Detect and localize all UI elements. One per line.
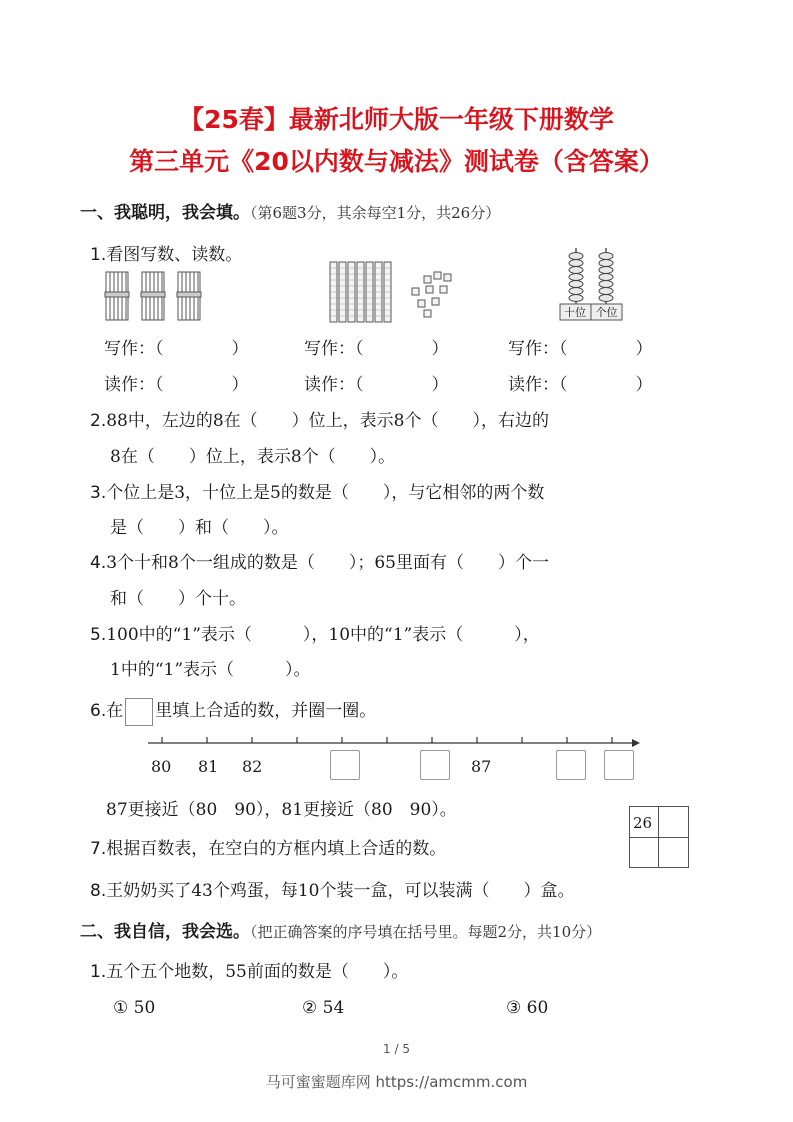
write-blank-1[interactable]: 写作：（ ） (104, 339, 249, 359)
question-5-number: 5. (90, 625, 107, 645)
number-line-label-81: 81 (198, 757, 219, 776)
section-2-title: 二、我自信，我会选。 (80, 922, 250, 942)
number-line-blank-box[interactable] (420, 750, 450, 780)
number-line-blank-box[interactable] (556, 750, 586, 780)
question-2-number: 2. (90, 411, 107, 431)
question-2-line-2: 8在（ ）位上，表示8个（ ）。 (110, 447, 396, 467)
question-3-line-2: 是（ ）和（ ）。 (110, 518, 289, 538)
stick-bundle (141, 272, 165, 320)
question-6-number: 6. (90, 701, 107, 721)
question-3-line-1 (90, 478, 544, 503)
page-number: 1 / 5 (383, 1042, 410, 1056)
section-2-question-1-number: 1. (90, 962, 107, 982)
section-1-heading (80, 198, 500, 223)
option-3[interactable]: ③ 60 (506, 998, 549, 1018)
question-6 (90, 696, 376, 726)
section-2-question-1-text: 五个五个地数，55前面的数是（ ）。 (106, 962, 409, 982)
write-blank-3[interactable]: 写作：（ ） (508, 339, 653, 359)
read-blank-2[interactable]: 读作：（ ） (304, 375, 449, 395)
question-5-text: 100中的“1”表示（ ），10中的“1”表示（ ）， (106, 625, 540, 645)
question-1-text: 看图写数、读数。 (106, 245, 243, 265)
question-6-compare: 87更接近（80 90），81更接近（80 90）。 (106, 800, 457, 820)
stick-bundles-figure (100, 268, 210, 324)
section-2-heading (80, 917, 601, 942)
number-line-label-87: 87 (471, 757, 492, 776)
question-3-number: 3. (90, 483, 107, 503)
option-1[interactable]: ① 50 (113, 998, 156, 1018)
question-5-line-2: 1中的“1”表示（ ）。 (110, 660, 311, 680)
question-7-text: 根据百数表，在空白的方框内填上合适的数。 (106, 839, 447, 859)
option-2[interactable]: ② 54 (302, 998, 345, 1018)
question-5-line-1 (90, 620, 540, 645)
title-line-2: 第三单元《20以内数与减法》测试卷（含答案） (129, 147, 664, 176)
question-6-text-before: 在 (106, 701, 124, 721)
write-blank-2[interactable]: 写作：（ ） (304, 339, 449, 359)
question-4-number: 4. (90, 553, 107, 573)
question-7 (90, 834, 446, 859)
hundred-chart-grid (629, 806, 689, 868)
question-6-text-after: 里填上合适的数，并圈一圈。 (155, 701, 377, 721)
question-8-text: 王奶奶买了43个鸡蛋，每10个装一盒，可以装满（ ）盒。 (106, 881, 575, 901)
stick-bundle (105, 272, 129, 320)
tens-beads (569, 253, 583, 302)
ones-beads (599, 253, 613, 302)
abacus-tens-label: 十位 (564, 306, 586, 319)
number-line-blank-box[interactable] (330, 750, 360, 780)
unit-cubes (412, 272, 451, 317)
section-2-question-1 (90, 957, 408, 982)
number-line-label-80: 80 (151, 757, 172, 776)
number-line-blank-box[interactable] (604, 750, 634, 780)
section-1-title: 一、我聪明，我会填。 (80, 203, 250, 223)
section-1-note: （第6题3分，其余每空1分，共26分） (250, 204, 501, 222)
read-blank-1[interactable]: 读作：（ ） (104, 375, 249, 395)
question-7-number: 7. (90, 839, 107, 859)
question-8 (90, 876, 575, 901)
question-4-line-1 (90, 548, 549, 573)
footer-site[interactable]: 马可蜜蜜题库网 https://amcmm.com (265, 1073, 528, 1091)
number-line-ticks (162, 737, 612, 743)
example-box (125, 698, 153, 726)
question-4-line-2: 和（ ）个十。 (110, 589, 246, 609)
question-1-number: 1. (90, 245, 107, 265)
question-2-line-1 (90, 406, 549, 431)
title-line-1: 【25春】最新北师大版一年级下册数学 (179, 105, 614, 134)
base-ten-blocks-figure (328, 258, 458, 328)
question-1 (90, 240, 242, 265)
read-blank-3[interactable]: 读作：（ ） (508, 375, 653, 395)
stick-bundle (177, 272, 201, 320)
question-3-text: 个位上是3，十位上是5的数是（ ），与它相邻的两个数 (106, 483, 545, 503)
number-line (144, 734, 644, 748)
hundred-chart-cell-value: 26 (633, 814, 653, 832)
abacus-ones-label: 个位 (595, 306, 618, 319)
question-2-text: 88中，左边的8在（ ）位上，表示8个（ ），右边的 (106, 411, 549, 431)
section-2-note: （把正确答案的序号填在括号里。每题2分，共10分） (250, 923, 602, 941)
question-8-number: 8. (90, 881, 107, 901)
number-line-label-82: 82 (242, 757, 263, 776)
question-4-text: 3个十和8个一组成的数是（ ）；65里面有（ ）个一 (106, 553, 549, 573)
